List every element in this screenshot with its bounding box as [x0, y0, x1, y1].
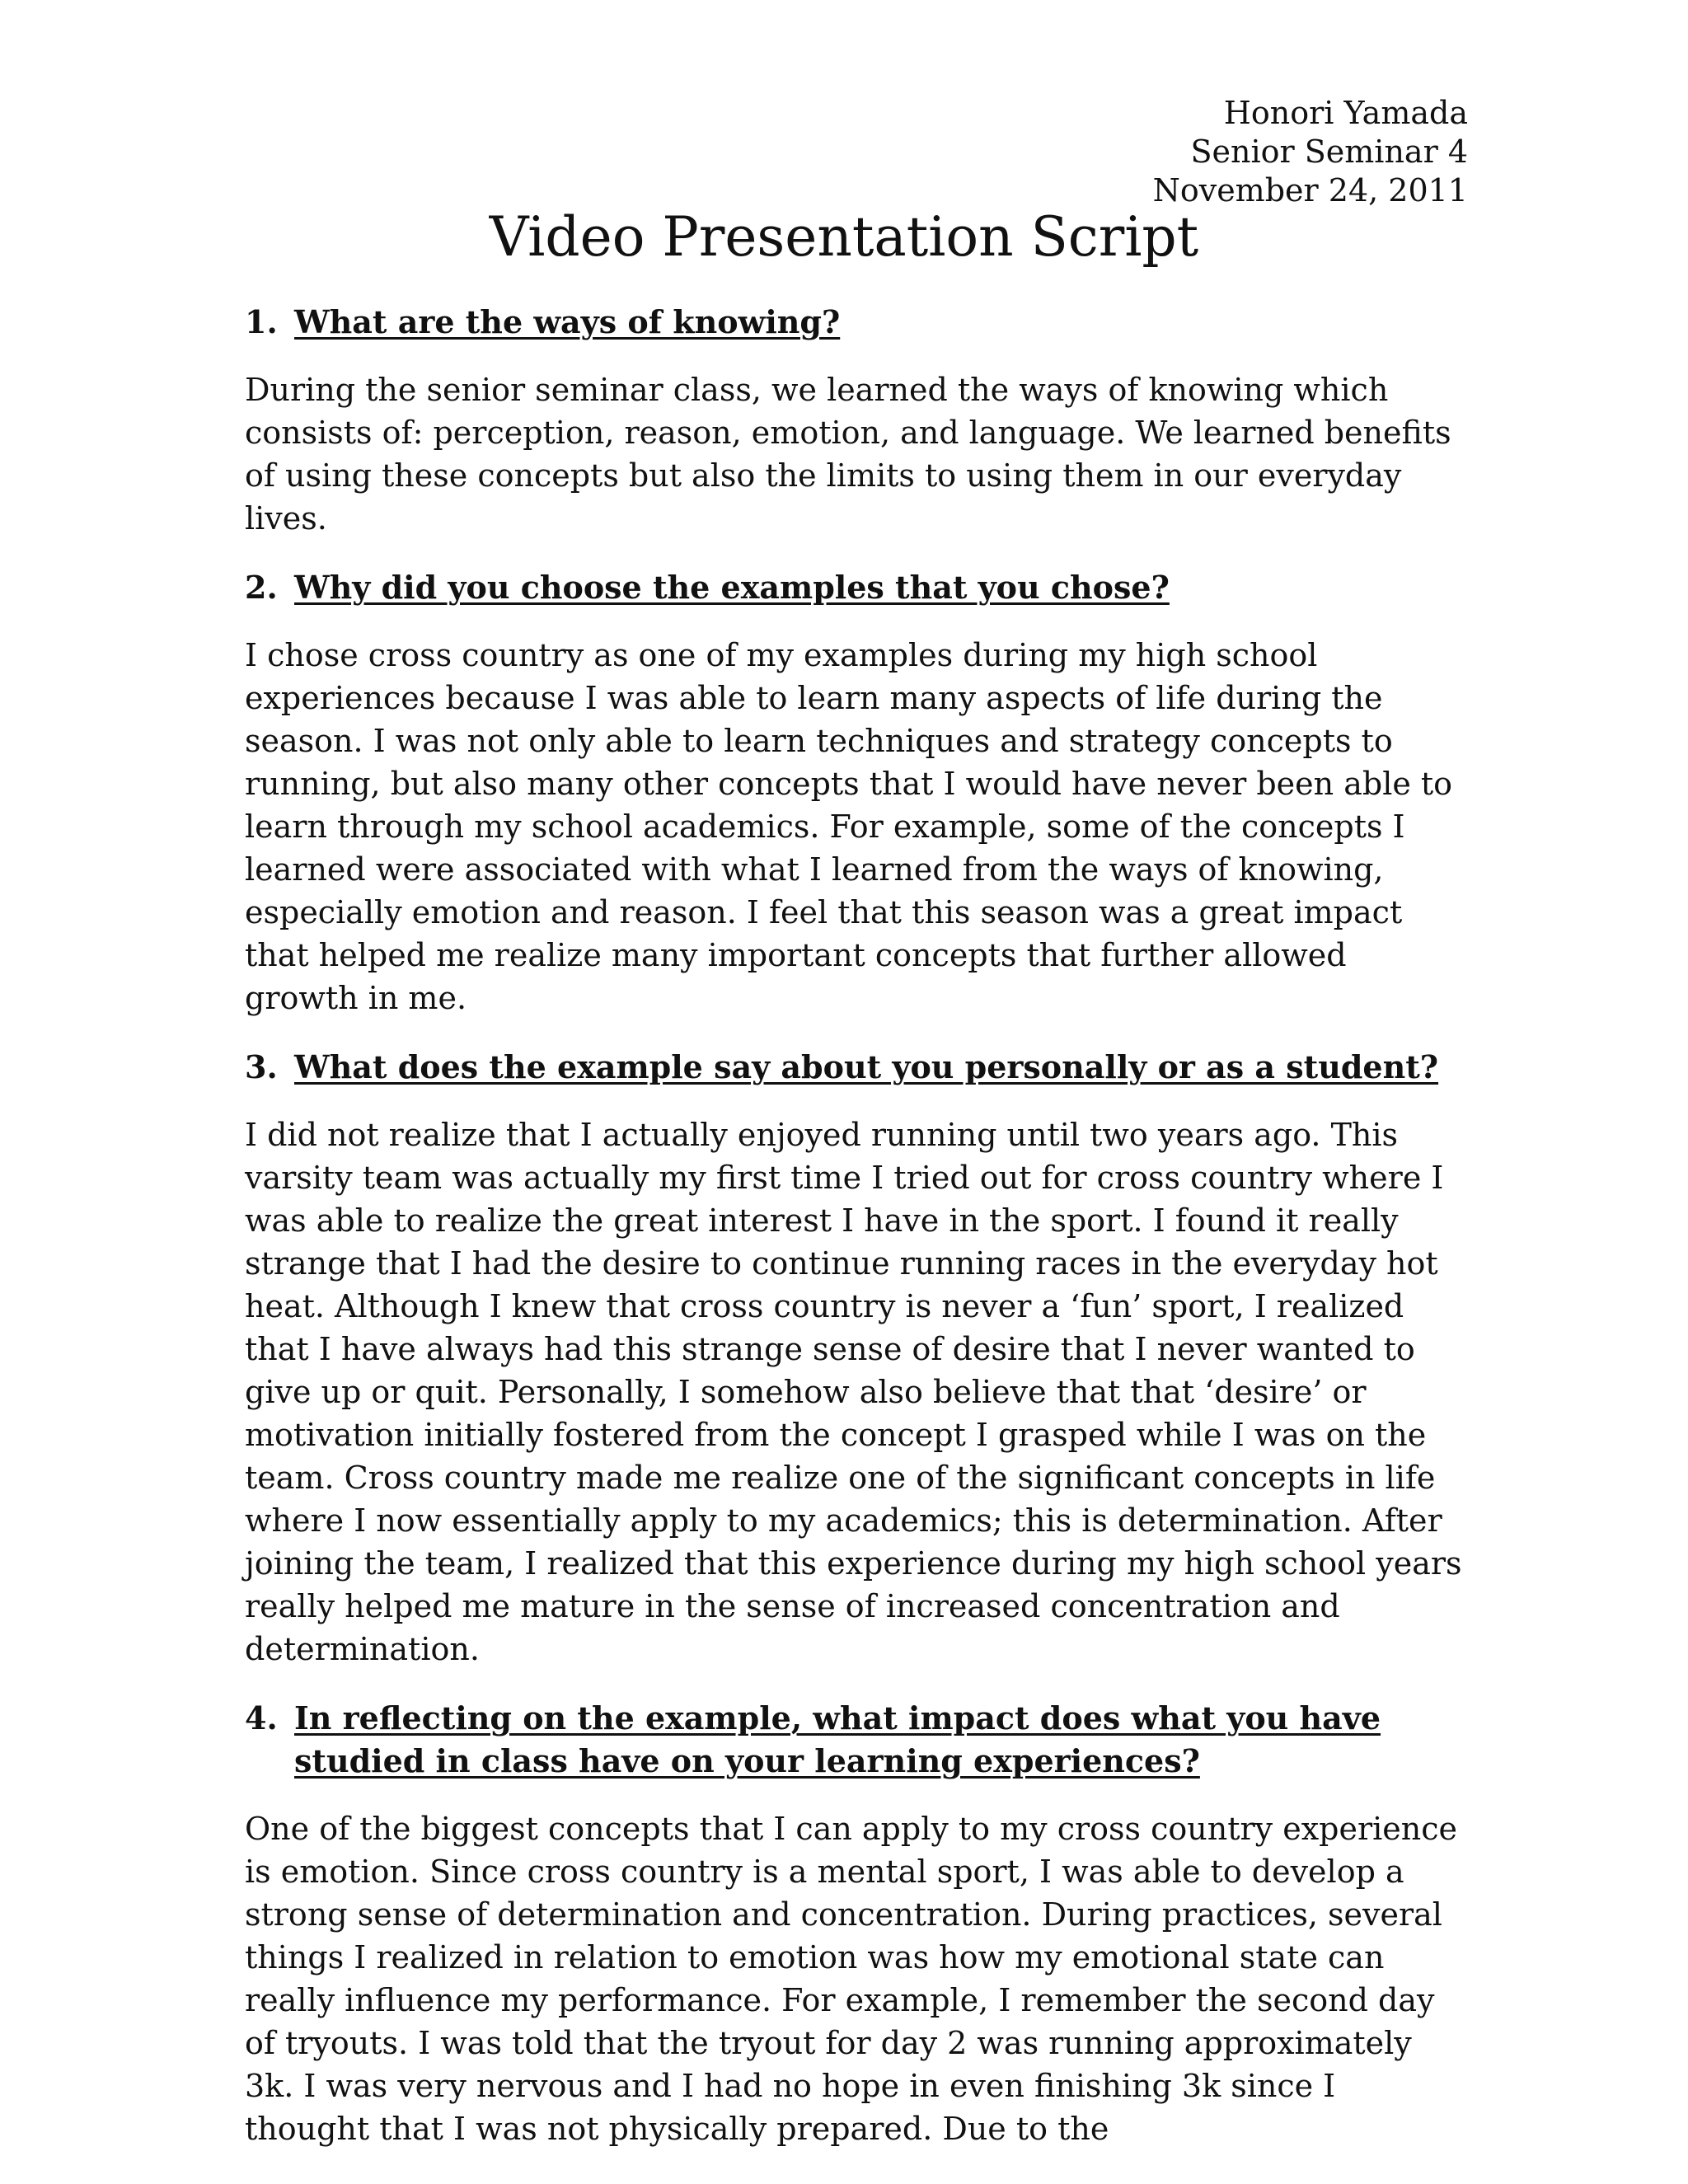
- document-title: Video Presentation Script: [489, 205, 1199, 269]
- question-heading: [245, 566, 1468, 609]
- question-heading: [245, 1046, 1468, 1089]
- question-number: 2.: [245, 569, 278, 606]
- answer-paragraph: One of the biggest concepts that I can apply to my cross country experience is emotion. Since cross country is a mental sport, I was able to develop a strong sense of determination and concentration. During practices, several things I realized in relation to emotion was how my emotional state can really influence my performance. For example, I remember the second day of tryouts. I was told that the tryout for day 2 was running approximately 3k. I was very nervous and I had no hope in even finishing 3k since I thought that I was not physically prepared. Due to the: [245, 1811, 1457, 2147]
- answer-paragraph: I chose cross country as one of my examples during my high school experiences because I was able to learn many aspects of life during the season. I was not only able to learn techniques and strategy concepts to running, but also many other concepts that I would have never been able to learn through my school academics. For example, some of the concepts I learned were associated with what I learned from the ways of knowing, especially emotion and reason. I feel that this season was a great impact that helped me realize many important concepts that further allowed growth in me.: [245, 637, 1453, 1016]
- answer-paragraph: During the senior seminar class, we learned the ways of knowing which consists of: perception, reason, emotion, and language. We learned benefits of using these concepts but also the limits to using them in our everyday lives.: [245, 372, 1451, 537]
- question-number: 4.: [245, 1699, 278, 1736]
- section-3: [245, 1046, 1468, 1671]
- question-heading: [245, 1697, 1468, 1783]
- section-1: [245, 301, 1468, 540]
- author-name: Honori Yamada: [1223, 95, 1468, 131]
- question-text: In reflecting on the example, what impact does what you have studied in class have on your learning experiences?: [294, 1699, 1381, 1779]
- document-body: [245, 301, 1468, 2177]
- question-number: 3.: [245, 1048, 278, 1085]
- document-date: November 24, 2011: [1152, 172, 1468, 209]
- section-2: [245, 566, 1468, 1019]
- course-name: Senior Seminar 4: [1190, 134, 1468, 170]
- question-heading: [245, 301, 1468, 344]
- question-number: 1.: [245, 303, 278, 340]
- question-text: Why did you choose the examples that you chose?: [294, 569, 1170, 606]
- section-4: [245, 1697, 1468, 2150]
- author-header: [1153, 94, 1468, 210]
- answer-paragraph: I did not realize that I actually enjoyed running until two years ago. This varsity team was actually my first time I tried out for cross country where I was able to realize the great interest I have in the sport. I found it really strange that I had the desire to continue running races in the everyday hot heat. Although I knew that cross country is never a ‘fun’ sport, I realized that I have always had this strange sense of desire that I never wanted to give up or quit. Personally, I somehow also believe that that ‘desire’ or motivation initially fostered from the concept I grasped while I was on the team. Cross country made me realize one of the significant concepts in life where I now essentially apply to my academics; this is determination. After joining the team, I realized that this experience during my high school years really helped me mature in the sense of increased concentration and determination.: [245, 1117, 1462, 1667]
- question-text: What are the ways of knowing?: [294, 303, 841, 340]
- question-text: What does the example say about you personally or as a student?: [294, 1048, 1439, 1085]
